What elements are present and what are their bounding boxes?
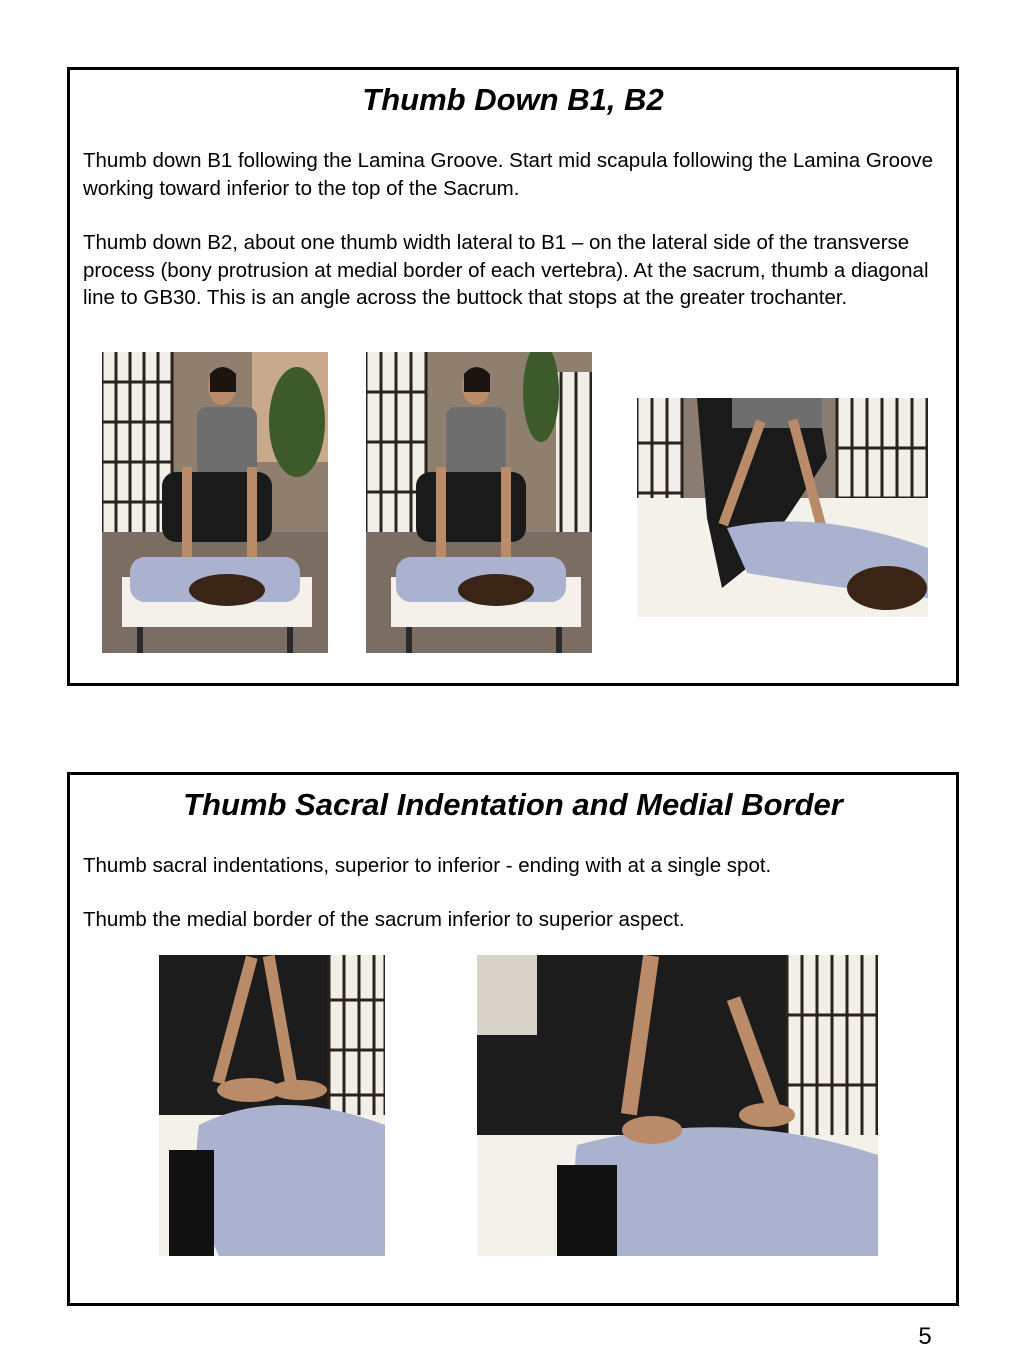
photo-sacral-indentation	[159, 955, 385, 1256]
section-title: Thumb Down B1, B2	[362, 82, 664, 117]
section-thumb-down-b1-b2	[67, 67, 959, 686]
paragraph-b2: Thumb down B2, about one thumb width lateral to B1 – on the lateral side of the transverse process (bony protrusion at medial border of each vertebra). At the sacrum, thumb a diagonal line to GB30. This is an angle across the buttock that stops at the greater trochanter.	[83, 231, 929, 309]
section-thumb-sacral-indentation	[67, 772, 959, 1306]
photo-thumb-down-side-view	[637, 398, 928, 617]
page-number: 5	[918, 1323, 932, 1350]
photo-thumb-down-b1-front	[102, 352, 328, 653]
photo-medial-border-sacrum	[477, 955, 878, 1256]
section-title: Thumb Sacral Indentation and Medial Border	[183, 787, 843, 822]
paragraph-sacral-indentations: Thumb sacral indentations, superior to inferior - ending with at a single spot.	[83, 854, 772, 877]
paragraph-b1: Thumb down B1 following the Lamina Groove. Start mid scapula following the Lamina Groove working toward inferior to the top of the Sacrum.	[83, 149, 934, 200]
paragraph-medial-border: Thumb the medial border of the sacrum inferior to superior aspect.	[83, 908, 685, 931]
photo-thumb-down-b2-front	[366, 352, 592, 653]
